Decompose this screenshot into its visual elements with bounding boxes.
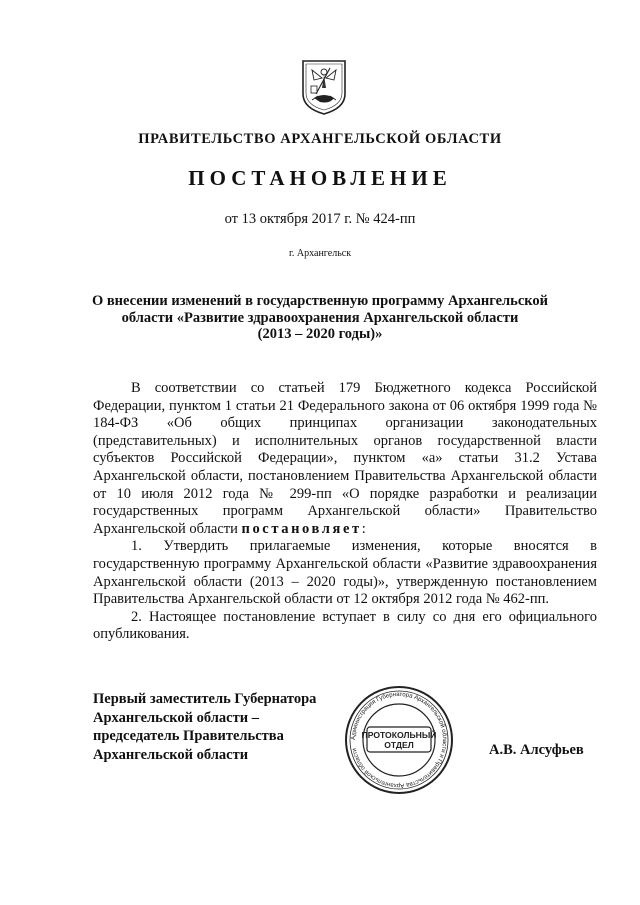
document-type: ПОСТАНОВЛЕНИЕ — [188, 166, 452, 190]
signer-position — [93, 690, 316, 764]
stamp-center-text-1: ПРОТОКОЛЬНЫЙ — [361, 730, 437, 740]
title-line: (2013 – 2020 годы)» — [257, 326, 383, 342]
item-1-paragraph: 1. Утвердить прилагаемые изменения, которые вносятся в государственную программу Архангельской области «Развитие здравоохранения Архангельской области (2013 – 2020 годы)», утвержденную постановлением Правительства Архангельской области от 12 октября 2012 года № 462-пп. — [93, 538, 597, 608]
preamble-text: В соответствии со статьей 179 Бюджетного кодекса Российской Федерации, пунктом 1 статьи 21 Федерального закона от 06 октября 1999 года № 184-ФЗ «Об общих принципах организации законодательных (представительных) и исполнительных органов государственной власти субъектов Российской Федерации», пунктом «а» статьи 31.2 Устава Архангельской области, постановлением Правительства Архангельской области от 10 июля 2012 года № 299-пп «О порядке разработки и реализации государственных программ Архангельской области» Правительство Архангельской области — [93, 380, 597, 537]
preamble-paragraph — [93, 380, 597, 538]
title-line: О внесении изменений в государственную программу Архангельской — [91, 293, 549, 309]
stamp-center-text-2: ОТДЕЛ — [384, 740, 414, 750]
organization-name: ПРАВИТЕЛЬСТВО АРХАНГЕЛЬСКОЙ ОБЛАСТИ — [138, 131, 502, 147]
document-body — [93, 380, 597, 644]
signer-position-line: Первый заместитель Губернатора — [93, 691, 317, 707]
document-date-number: от 13 октября 2017 г. № 424-пп — [224, 211, 416, 227]
signer-name: А.В. Алсуфьев — [489, 742, 584, 758]
city-label: г. Архангельск — [288, 248, 352, 259]
round-seal-stamp — [343, 684, 455, 796]
title-line: области «Развитие здравоохранения Архангельской области — [121, 309, 519, 326]
signer-position-line: Архангельской области — [93, 746, 249, 763]
coat-of-arms-emblem — [300, 58, 348, 116]
decree-word: постановляет — [241, 520, 362, 537]
document-title — [0, 293, 640, 343]
signer-position-line: Архангельской области – — [93, 709, 259, 726]
item-2-paragraph: 2. Настоящее постановление вступает в силу со дня его официального опубликования. — [93, 608, 597, 643]
decree-colon: : — [361, 520, 366, 537]
signer-position-line: председатель Правительства — [93, 728, 284, 744]
stamp-ring-text: Администрация Губернатора Архангельской области и Правительства Архангельской области — [349, 690, 449, 790]
